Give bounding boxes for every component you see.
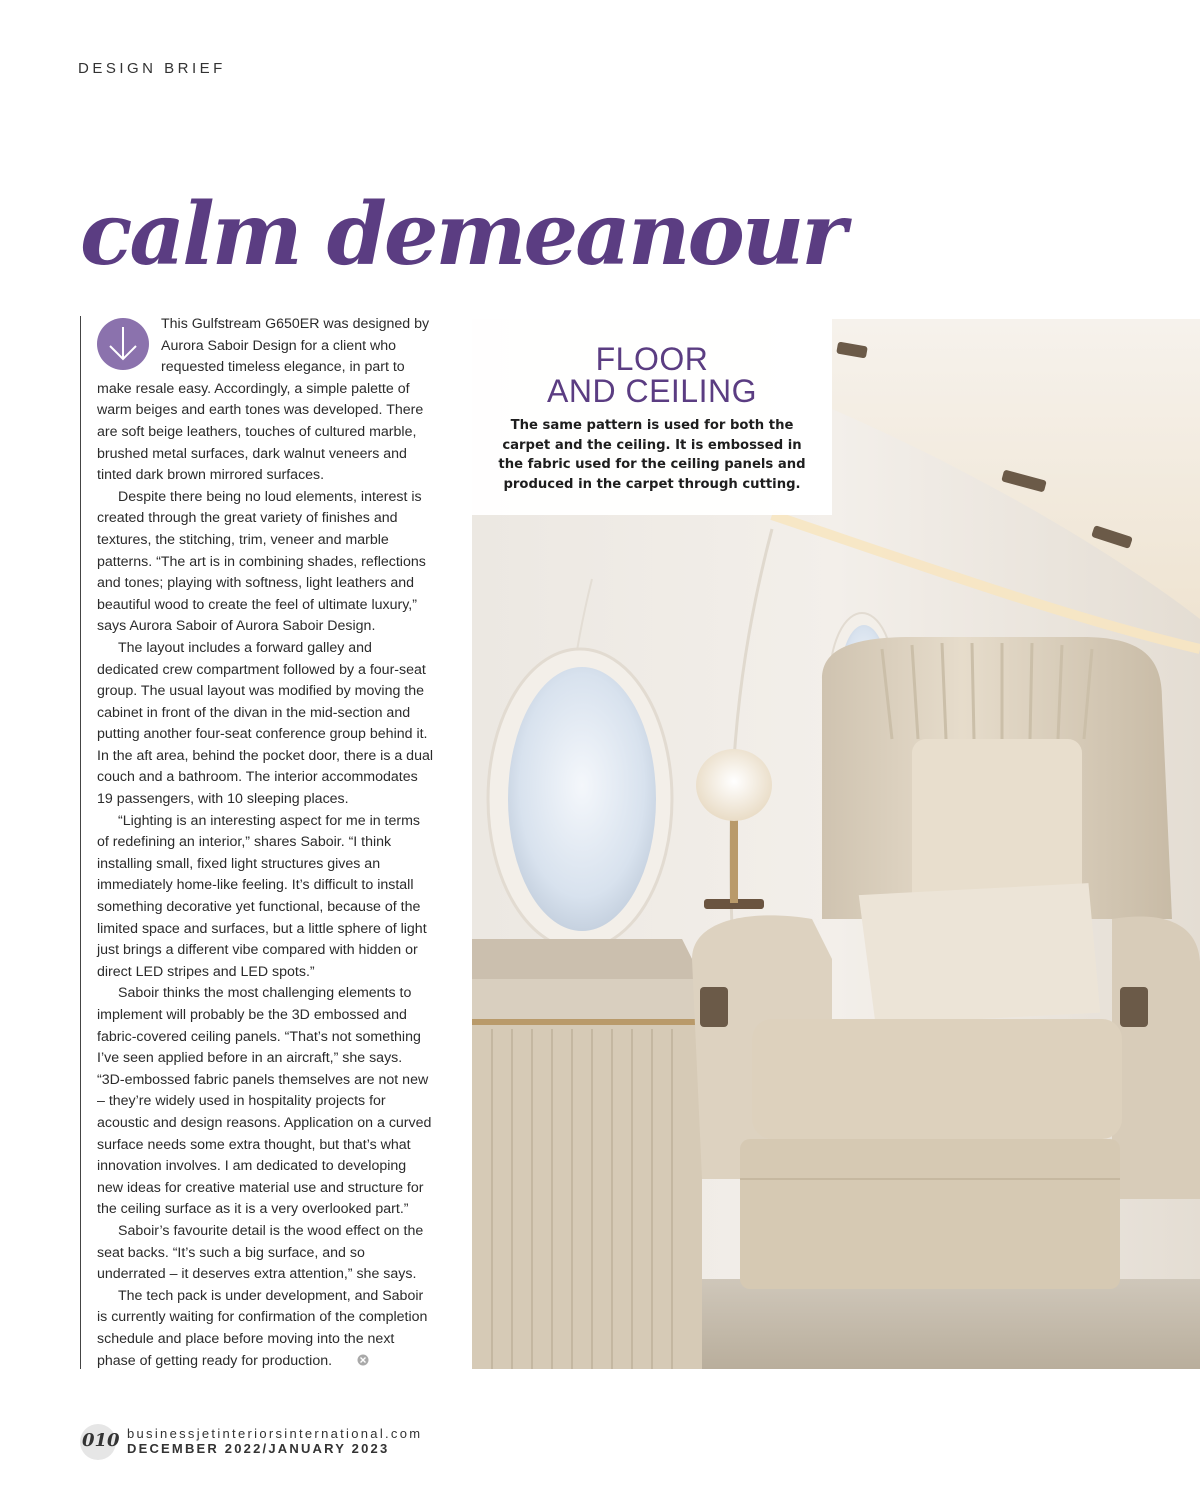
callout-title: FLOOR AND CEILING xyxy=(547,341,757,409)
article-paragraph-last: The tech pack is under development, and Saboir is currently waiting for confirmation of the completion schedule and place before moving into the next phase of getting ready for production. xyxy=(97,1287,428,1369)
article-paragraph: Despite there being no loud elements, interest is created through the great variety of finishes and textures, the stitching, trim, veneer and marble patterns. “The art is in combining shades, reflections and tones; playing with softness, light leathers and beautiful wood to create the feel of ultimate luxury,” says Aurora Saboir of Aurora Saboir Design. xyxy=(97,488,426,635)
article-paragraph: “Lighting is an interesting aspect for me in terms of redefining an interior,” shares Saboir. “I think installing small, fixed light structures gives an immediately home-like feeling. It’s difficult to install something decorative yet functional, because of the limited space and surfaces, but a little sphere of light just brings a different vibe compared with hidden or direct LED stripes and LED spots.” xyxy=(97,812,427,980)
column-rule xyxy=(80,316,81,1369)
footer-issue: DECEMBER 2022/JANUARY 2023 xyxy=(127,1441,390,1456)
section-label: DESIGN BRIEF xyxy=(78,60,226,77)
page-number: 010 xyxy=(82,1430,120,1451)
article-paragraph: The layout includes a forward galley and dedicated crew compartment followed by a four-seat group. The usual layout was modified by moving the cabinet in front of the divan in the mid-section and putting another four-seat conference group behind it. In the aft area, behind the pocket door, there is a dual couch and a bathroom. The interior accommodates 19 passengers, with 10 sleeping places. xyxy=(97,639,434,808)
page-number-badge xyxy=(80,1424,120,1460)
article-paragraph: This Gulfstream G650ER was designed by Aurora Saboir Design for a client who requested timeless elegance, in part to make resale easy. Accordingly, a simple palette of warm beiges and earth tones was developed. There are soft beige leathers, touches of cultured marble, brushed metal surfaces, dark walnut veneers and tinted dark brown mirrored surfaces. xyxy=(97,316,430,484)
down-arrow-icon xyxy=(97,318,149,370)
article-body xyxy=(97,314,433,1372)
article-paragraph: Saboir thinks the most challenging elements to implement will probably be the 3D embossed and fabric-covered ceiling panels. “That’s not something I’ve seen applied before in an aircraft,” she says. “3D-embossed fabric panels themselves are not new – they’re widely used in hospitality projects for acoustic and design reasons. Application on a curved surface needs some extra thought, but that’s what innovation involves. I am dedicated to developing new ideas for creative material use and structure for the ceiling surface as it is a very overlooked part.” xyxy=(97,985,432,1218)
callout-box xyxy=(472,319,832,515)
end-mark-icon xyxy=(336,1352,348,1364)
callout-text: The same pattern is used for both the carpet and the ceiling. It is embossed in the fabric used for the ceiling panels and produced in the carpet through cutting. xyxy=(498,418,806,492)
article-paragraph: Saboir’s favourite detail is the wood effect on the seat backs. “It’s such a big surface, and so underrated – it deserves extra attention,” she says. xyxy=(97,1222,424,1283)
headline: calm demeanour xyxy=(80,184,844,285)
footer-url: businessjetinteriorsinternational.com xyxy=(127,1426,423,1441)
